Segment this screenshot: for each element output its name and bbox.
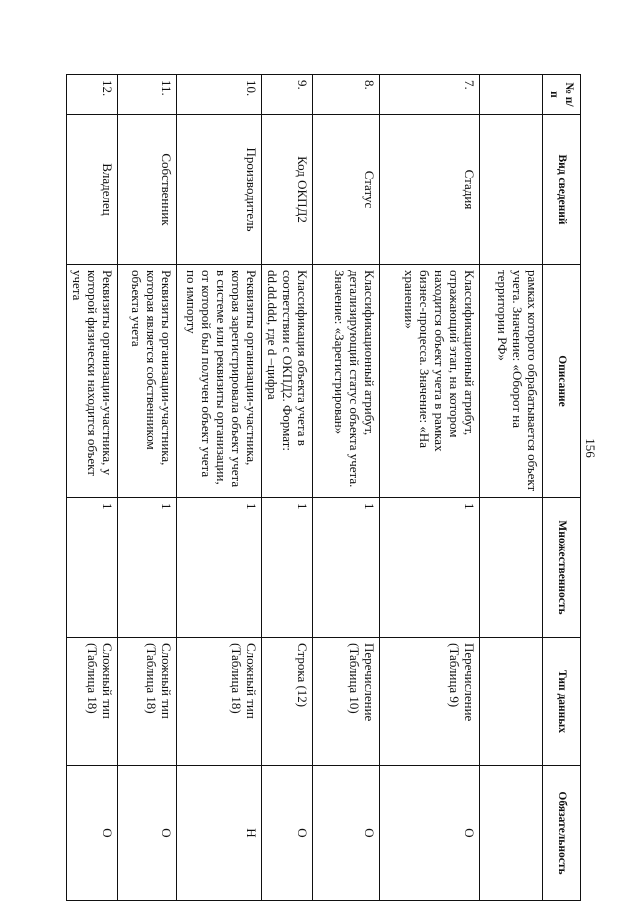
row-number: 11. (117, 75, 176, 115)
row-kind: Статус (313, 115, 380, 265)
row-required: О (67, 766, 118, 901)
row-number: 12. (67, 75, 118, 115)
row-kind: Код ОКПД2 (262, 115, 313, 265)
row-kind: Владелец (67, 115, 118, 265)
row-multiplicity: 1 (380, 498, 480, 638)
row-number: 10. (176, 75, 261, 115)
header-number: № п/п (543, 75, 581, 115)
continuation-multiplicity-cell (479, 498, 542, 638)
row-type: Сложный тип (Таблица 18) (117, 638, 176, 766)
row-type: Перечисление (Таблица 9) (380, 638, 480, 766)
table-row-continuation (479, 75, 542, 901)
header-description: Описание (543, 265, 581, 498)
table-header-row (543, 75, 581, 901)
row-description: Реквизиты организации-участника, которая является собственником объекта учета (117, 265, 176, 498)
header-kind: Вид сведений (543, 115, 581, 265)
row-type: Сложный тип (Таблица 18) (67, 638, 118, 766)
row-required: О (380, 766, 480, 901)
row-multiplicity: 1 (176, 498, 261, 638)
row-kind: Собственник (117, 115, 176, 265)
row-required: О (313, 766, 380, 901)
row-kind: Стадия (380, 115, 480, 265)
table-row (176, 75, 261, 901)
continuation-description-cell: рамках которого обрабатывается объект учета. Значение: «Оборот на территории РФ» (479, 265, 542, 498)
table-row (313, 75, 380, 901)
row-number: 9. (262, 75, 313, 115)
header-required: Обязательность (543, 766, 581, 901)
row-description: Классификация объекта учета в соответствии с ОКПД2. Формат: dd.dd.ddd, где d –цифра (262, 265, 313, 498)
row-description: Классификационный атрибут, детализирующий статус объекта учета. Значение: «Зарегистрирован» (313, 265, 380, 498)
row-multiplicity: 1 (117, 498, 176, 638)
header-type: Тип данных (543, 638, 581, 766)
row-multiplicity: 1 (313, 498, 380, 638)
row-number: 8. (313, 75, 380, 115)
header-multiplicity: Множественность (543, 498, 581, 638)
table-row (262, 75, 313, 901)
row-multiplicity: 1 (262, 498, 313, 638)
row-type: Строка (12) (262, 638, 313, 766)
attributes-table (66, 74, 581, 901)
page-number: 156 (582, 438, 598, 458)
row-required: Н (176, 766, 261, 901)
continuation-number-cell (479, 75, 542, 115)
table-row (67, 75, 118, 901)
row-description: Реквизиты организации-участника, которая зарегистрировала объект учета в системе или реквизиты организации, от которой был получен объект учета по импорту (176, 265, 261, 498)
continuation-type-cell (479, 638, 542, 766)
row-description: Реквизиты организации-участника, у которой физически находится объект учета (67, 265, 118, 498)
row-required: О (117, 766, 176, 901)
row-kind: Производитель (176, 115, 261, 265)
table-row (117, 75, 176, 901)
continuation-required-cell (479, 766, 542, 901)
row-required: О (262, 766, 313, 901)
row-type: Перечисление (Таблица 10) (313, 638, 380, 766)
table-row (380, 75, 480, 901)
row-description: Классификационный атрибут, отражающий этап, на котором находится объект учета в рамках бизнес-процесса. Значение: «На хранении» (380, 265, 480, 498)
row-type: Сложный тип (Таблица 18) (176, 638, 261, 766)
row-multiplicity: 1 (67, 498, 118, 638)
rotated-table-container (66, 74, 581, 900)
row-number: 7. (380, 75, 480, 115)
continuation-kind-cell (479, 115, 542, 265)
